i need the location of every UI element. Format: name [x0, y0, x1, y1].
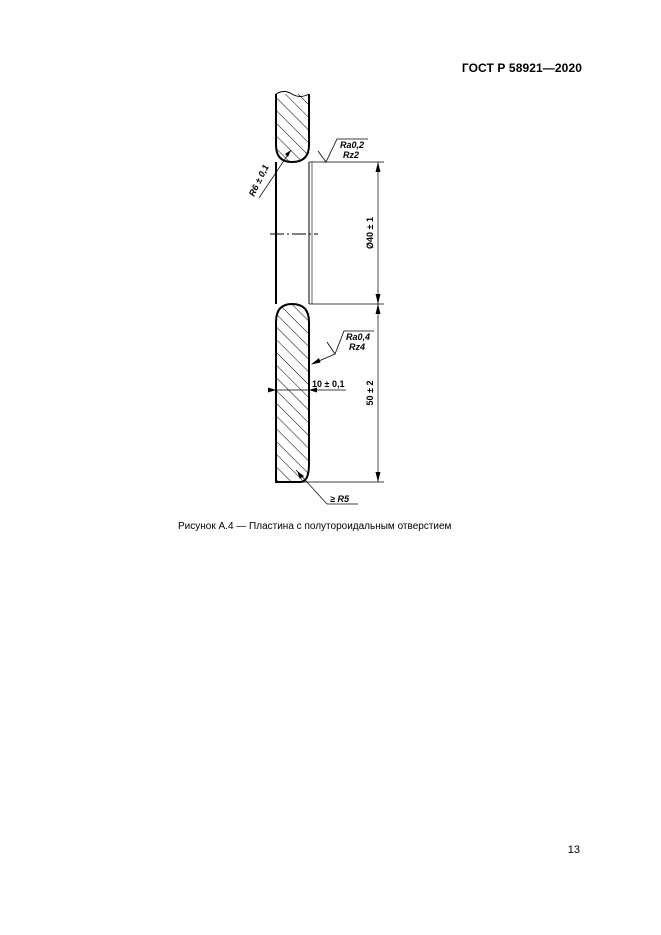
thickness-label: 10 ± 0,1 [312, 379, 345, 389]
svg-text:Rz2: Rz2 [343, 150, 360, 160]
radius-label: R6 ± 0,1 [246, 162, 271, 198]
roughness-symbol-top [318, 139, 368, 162]
svg-text:Ra0,2: Ra0,2 [340, 140, 365, 150]
standard-header: ГОСТ Р 58921—2020 [461, 61, 582, 75]
svg-text:Ra0,4: Ra0,4 [346, 332, 371, 342]
bottom-section [276, 304, 309, 482]
top-section [276, 92, 309, 163]
min-radius-label: ≥ R5 [330, 494, 349, 504]
page-number: 13 [567, 844, 580, 856]
roughness-symbol-bottom [311, 331, 374, 365]
svg-text:Rz4: Rz4 [349, 342, 366, 352]
hole-diameter-label: Ø40 ± 1 [365, 217, 375, 249]
width-label: 50 ± 2 [365, 380, 375, 406]
figure-caption: Рисунок А.4 — Пластина с полутороидальным отверстием [178, 521, 452, 532]
